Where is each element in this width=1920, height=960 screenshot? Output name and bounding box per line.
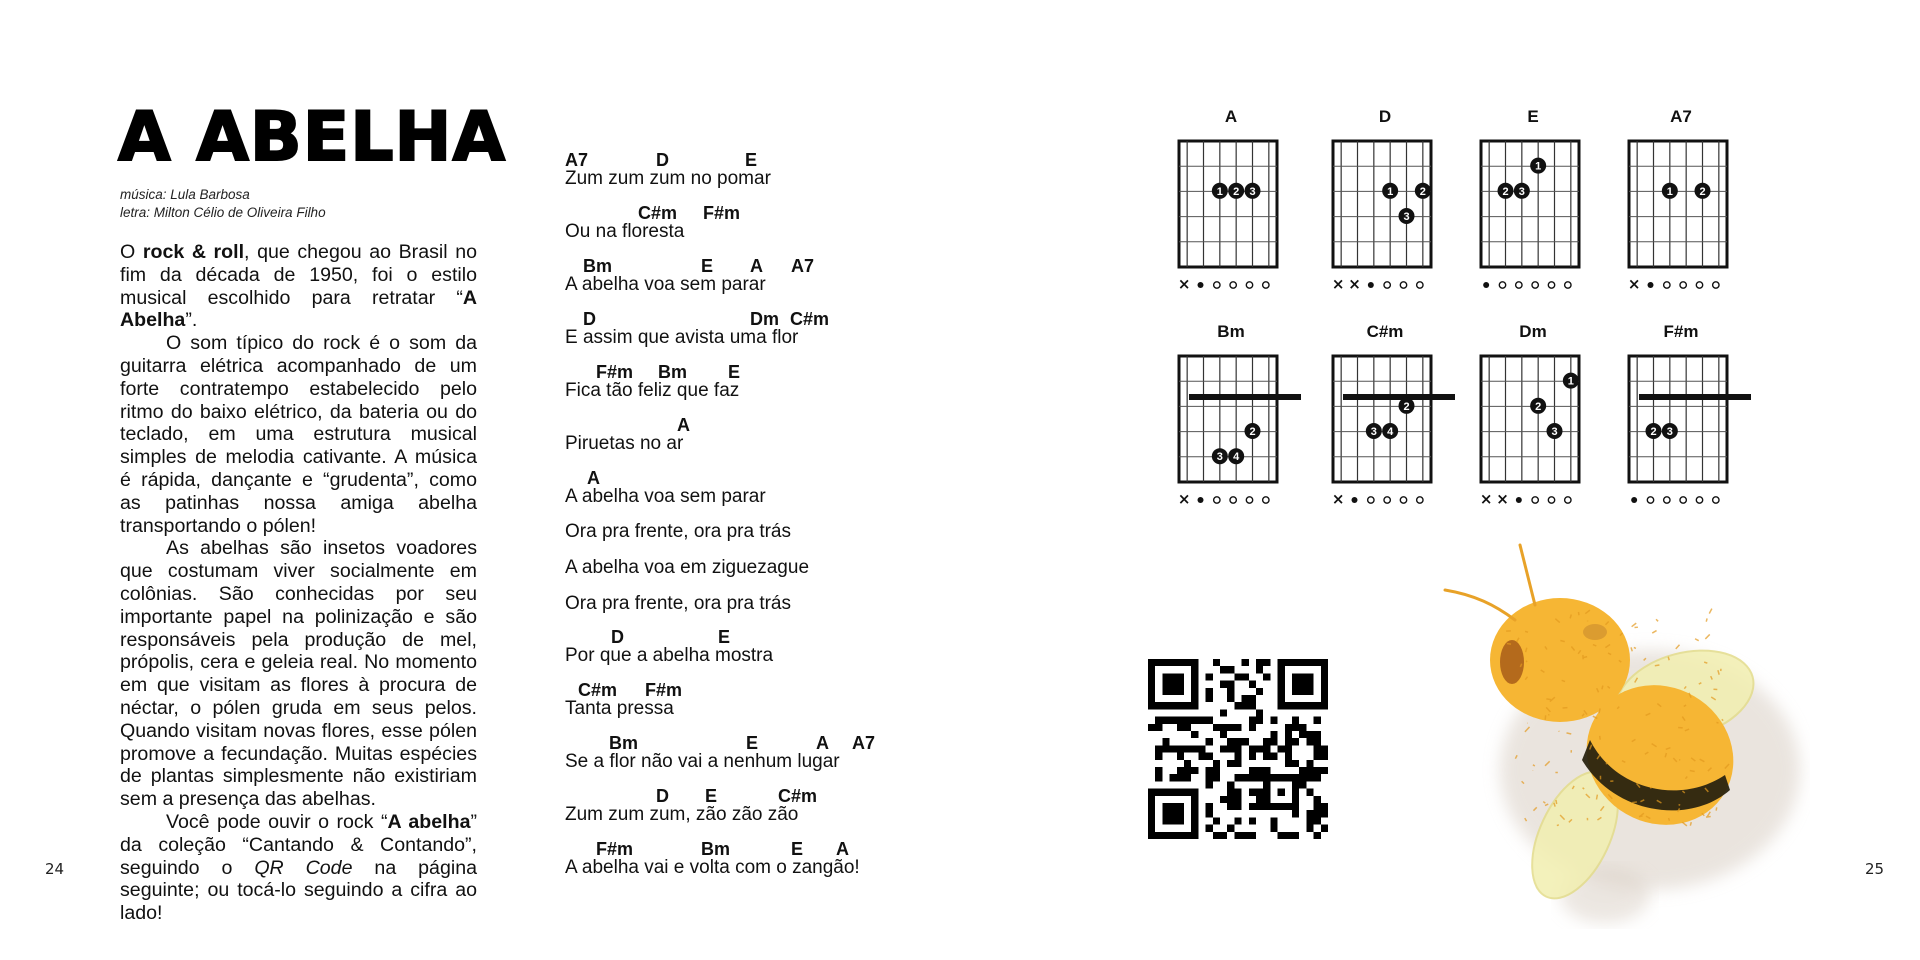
finger-dot	[1530, 158, 1546, 174]
lyric-text: A abelha voa sem parar	[565, 274, 766, 295]
muted-string-mark: ×	[1177, 490, 1191, 508]
bee-eye	[1500, 640, 1524, 684]
chord-diagram-name: D	[1378, 107, 1392, 126]
open-string-mark	[1548, 497, 1554, 503]
fretboard	[1329, 322, 1449, 512]
chord-label: D	[656, 150, 669, 170]
svg-text:1: 1	[1216, 185, 1223, 198]
lyric-text: A abelha voa em ziguezague	[565, 557, 810, 578]
open-string-mark	[1263, 282, 1269, 288]
finger-dot	[1382, 423, 1398, 439]
lyric-text: Zum zum zum, zão zão zão	[565, 804, 799, 825]
root-string-mark	[1516, 497, 1522, 503]
open-string-mark	[1516, 282, 1522, 288]
chord-label: E	[791, 839, 804, 859]
finger-dot	[1514, 183, 1530, 199]
open-string-mark	[1680, 282, 1686, 288]
open-string-mark	[1565, 282, 1571, 288]
root-string-mark	[1483, 282, 1489, 288]
finger-dot	[1530, 398, 1546, 414]
lyric-text: Tanta pressa	[565, 698, 674, 719]
lyric-text: Ora pra frente, ora pra trás	[565, 521, 791, 542]
chord-label: A	[587, 468, 600, 488]
svg-text:3: 3	[1518, 185, 1525, 198]
finger-dot	[1547, 423, 1563, 439]
chord-label: Bm	[583, 256, 613, 276]
chord-diagram	[1477, 107, 1597, 297]
chord-label: A	[836, 839, 849, 859]
muted-string-mark: ×	[1627, 275, 1641, 293]
svg-text:3: 3	[1403, 211, 1410, 223]
chord-diagram	[1625, 322, 1745, 512]
finger-dot	[1399, 208, 1415, 224]
intro-paragraph-1: O rock & roll, que chegou ao Brasil no fim da década de 1950, foi o estilo musical escolhido para retratar “A Abelha”.	[120, 241, 477, 332]
open-string-mark	[1532, 497, 1538, 503]
muted-string-mark: ×	[1479, 490, 1493, 508]
svg-text:2: 2	[1502, 185, 1509, 198]
finger-dot	[1228, 448, 1244, 464]
chord-label: E	[745, 150, 758, 170]
root-string-mark	[1198, 497, 1204, 503]
muted-string-mark: ×	[1331, 490, 1345, 508]
open-string-mark	[1713, 282, 1719, 288]
chord-label: D	[583, 309, 596, 329]
chord-row	[565, 733, 925, 753]
chord-diagram-name: A7	[1670, 107, 1692, 126]
lyric-text: Por que a abelha mostra	[565, 645, 774, 666]
finger-dot	[1212, 183, 1228, 199]
chord-row	[565, 680, 925, 700]
finger-dot	[1415, 183, 1431, 199]
chord-diagram	[1329, 107, 1449, 297]
root-string-mark	[1368, 282, 1374, 288]
finger-dot	[1212, 448, 1228, 464]
open-string-mark	[1246, 497, 1252, 503]
fretboard	[1625, 107, 1745, 297]
finger-dot	[1366, 423, 1382, 439]
open-string-mark	[1532, 282, 1538, 288]
svg-text:1: 1	[1567, 375, 1574, 388]
chord-row	[565, 362, 925, 382]
svg-text:2: 2	[1233, 185, 1240, 198]
svg-text:4: 4	[1233, 451, 1240, 464]
fretboard	[1477, 107, 1597, 297]
open-string-mark	[1565, 497, 1571, 503]
svg-text:2: 2	[1650, 426, 1657, 438]
muted-string-mark: ×	[1348, 275, 1361, 293]
lyric-text: Ora pra frente, ora pra trás	[565, 593, 791, 614]
chord-diagram-name: Dm	[1519, 322, 1547, 341]
open-string-mark	[1664, 282, 1670, 288]
chord-label: Bm	[701, 839, 731, 859]
chord-diagram	[1625, 107, 1745, 297]
chord-row	[565, 203, 925, 223]
muted-string-mark: ×	[1177, 275, 1191, 293]
svg-text:1: 1	[1666, 185, 1673, 198]
svg-text:2: 2	[1249, 426, 1256, 438]
svg-text:3: 3	[1249, 185, 1256, 198]
svg-text:4: 4	[1387, 426, 1394, 438]
open-string-mark	[1417, 497, 1423, 503]
svg-text:2: 2	[1699, 185, 1706, 198]
root-string-mark	[1631, 497, 1637, 503]
open-string-mark	[1230, 497, 1236, 503]
svg-text:3: 3	[1370, 426, 1377, 438]
svg-text:3: 3	[1216, 451, 1223, 464]
fretboard	[1175, 107, 1295, 297]
open-string-mark	[1713, 497, 1719, 503]
root-string-mark	[1352, 497, 1358, 503]
lyric-text: Zum zum zum no pomar	[565, 168, 771, 189]
chord-label: D	[656, 786, 669, 806]
open-string-mark	[1384, 497, 1390, 503]
svg-text:2: 2	[1535, 400, 1542, 413]
qr-code[interactable]	[1148, 659, 1328, 839]
svg-text:2: 2	[1419, 185, 1426, 198]
chord-label: C#m	[790, 309, 830, 329]
chord-label: E	[718, 627, 731, 647]
finger-dot	[1498, 183, 1514, 199]
finger-dot	[1563, 373, 1579, 389]
fretboard	[1625, 322, 1745, 512]
chord-diagram	[1329, 322, 1449, 512]
chord-row	[565, 256, 925, 276]
page-number-right: 25	[1865, 860, 1885, 878]
lyric-text: Fica tão feliz que faz	[565, 380, 740, 401]
chord-label: E	[705, 786, 718, 806]
intro-text	[120, 241, 477, 925]
chord-row	[565, 839, 925, 859]
lyric-text: E assim que avista uma flor	[565, 327, 799, 348]
open-string-mark	[1696, 282, 1702, 288]
open-string-mark	[1263, 497, 1269, 503]
open-string-mark	[1214, 497, 1220, 503]
song-title: A ABELHA	[118, 98, 507, 177]
open-string-mark	[1400, 282, 1406, 288]
chord-label: F#m	[703, 203, 741, 223]
finger-dot	[1382, 183, 1398, 199]
open-string-mark	[1368, 497, 1374, 503]
open-string-mark	[1246, 282, 1252, 288]
fretboard	[1477, 322, 1597, 512]
lyric-text: A abelha voa sem parar	[565, 486, 766, 507]
finger-dot	[1662, 183, 1678, 199]
lyrics-credit: letra: Milton Célio de Oliveira Filho	[120, 205, 326, 220]
finger-dot	[1245, 183, 1261, 199]
music-credit: música: Lula Barbosa	[120, 187, 250, 202]
chord-label: E	[728, 362, 741, 382]
chord-label: A	[677, 415, 690, 435]
open-string-mark	[1230, 282, 1236, 288]
chord-label: F#m	[596, 839, 634, 859]
chord-diagram-name: A	[1224, 107, 1238, 126]
chord-label: A7	[565, 150, 589, 170]
chord-diagram	[1175, 107, 1295, 297]
muted-string-mark: ×	[1331, 275, 1345, 293]
open-string-mark	[1696, 497, 1702, 503]
finger-dot	[1245, 423, 1261, 439]
open-string-mark	[1647, 497, 1653, 503]
lyric-text: Ou na floresta	[565, 221, 685, 242]
finger-dot	[1646, 423, 1662, 439]
chord-row	[565, 309, 925, 329]
chord-label: Bm	[609, 733, 639, 753]
lyric-text: A abelha vai e volta com o zangão!	[565, 857, 860, 878]
chord-diagram	[1477, 322, 1597, 512]
chord-row	[565, 415, 925, 435]
svg-text:1: 1	[1387, 185, 1394, 198]
svg-text:3: 3	[1551, 426, 1558, 438]
open-string-mark	[1417, 282, 1423, 288]
chord-label: C#m	[778, 786, 818, 806]
finger-dot	[1228, 183, 1244, 199]
muted-string-mark: ×	[1496, 490, 1509, 508]
finger-dot	[1662, 423, 1678, 439]
intro-paragraph-2: O som típico do rock é o som da guitarra elétrica acompanhado de um forte contratempo estabelecido pelo ritmo do baixo elétrico, da bateria ou do teclado, em uma estrutura musical simples de melodia cativante. A música é rápida, dançante e “grudenta”, como as patinhas nossa amiga abelha transportando o pólen!	[120, 332, 477, 537]
lyric-text: Se a flor não vai a nenhum lugar	[565, 751, 840, 772]
chord-label: C#m	[638, 203, 678, 223]
chord-label: D	[611, 627, 624, 647]
chord-row	[565, 468, 925, 488]
chord-diagram-name: Bm	[1217, 322, 1245, 341]
chord-diagram-name: C#m	[1366, 322, 1404, 341]
open-string-mark	[1664, 497, 1670, 503]
chord-label: F#m	[645, 680, 683, 700]
open-string-mark	[1384, 282, 1390, 288]
open-string-mark	[1400, 497, 1406, 503]
chord-label: E	[701, 256, 714, 276]
chord-diagram-name: E	[1527, 107, 1539, 126]
intro-paragraph-3: As abelhas são insetos voadores que costumam viver socialmente em colônias. São conhecidas por seu importante papel na polinização e são responsáveis pela produção de mel, própolis, cera e geleia real. No momento em que visitam as flores à procura de néctar, o pólen gruda em seus pelos. Quando visitam novas flores, esse pólen promove a fecundação. Muitas espécies de plantas simplesmente não existiriam sem a presença das abelhas.	[120, 537, 477, 811]
page-number-left: 24	[45, 860, 65, 878]
chord-row	[565, 150, 925, 170]
chord-label: A7	[852, 733, 876, 753]
chord-row	[565, 627, 925, 647]
chord-label: A7	[791, 256, 815, 276]
open-string-mark	[1680, 497, 1686, 503]
bee-illustration	[1440, 540, 1810, 940]
chord-label: Dm	[750, 309, 780, 329]
chord-label: C#m	[578, 680, 618, 700]
chord-label: E	[746, 733, 759, 753]
open-string-mark	[1214, 282, 1220, 288]
open-string-mark	[1499, 282, 1505, 288]
chord-diagram-name: F#m	[1663, 322, 1699, 341]
root-string-mark	[1198, 282, 1204, 288]
chord-label: A	[750, 256, 763, 276]
svg-text:2: 2	[1403, 400, 1410, 413]
chord-row	[565, 786, 925, 806]
lyric-text: Piruetas no ar	[565, 433, 684, 454]
finger-dot	[1399, 398, 1415, 414]
root-string-mark	[1648, 282, 1654, 288]
fretboard	[1175, 322, 1295, 512]
fretboard	[1329, 107, 1449, 297]
chord-label: Bm	[658, 362, 688, 382]
chord-diagram	[1175, 322, 1295, 512]
svg-text:1: 1	[1535, 160, 1542, 173]
svg-text:3: 3	[1666, 426, 1673, 438]
chord-label: A	[816, 733, 829, 753]
finger-dot	[1695, 183, 1711, 199]
open-string-mark	[1548, 282, 1554, 288]
intro-paragraph-4: Você pode ouvir o rock “A abelha” da coleção “Cantando & Contando”, seguindo o QR Code na página seguinte; ou tocá-lo seguindo a cifra ao lado!	[120, 810, 477, 925]
chord-label: F#m	[596, 362, 634, 382]
